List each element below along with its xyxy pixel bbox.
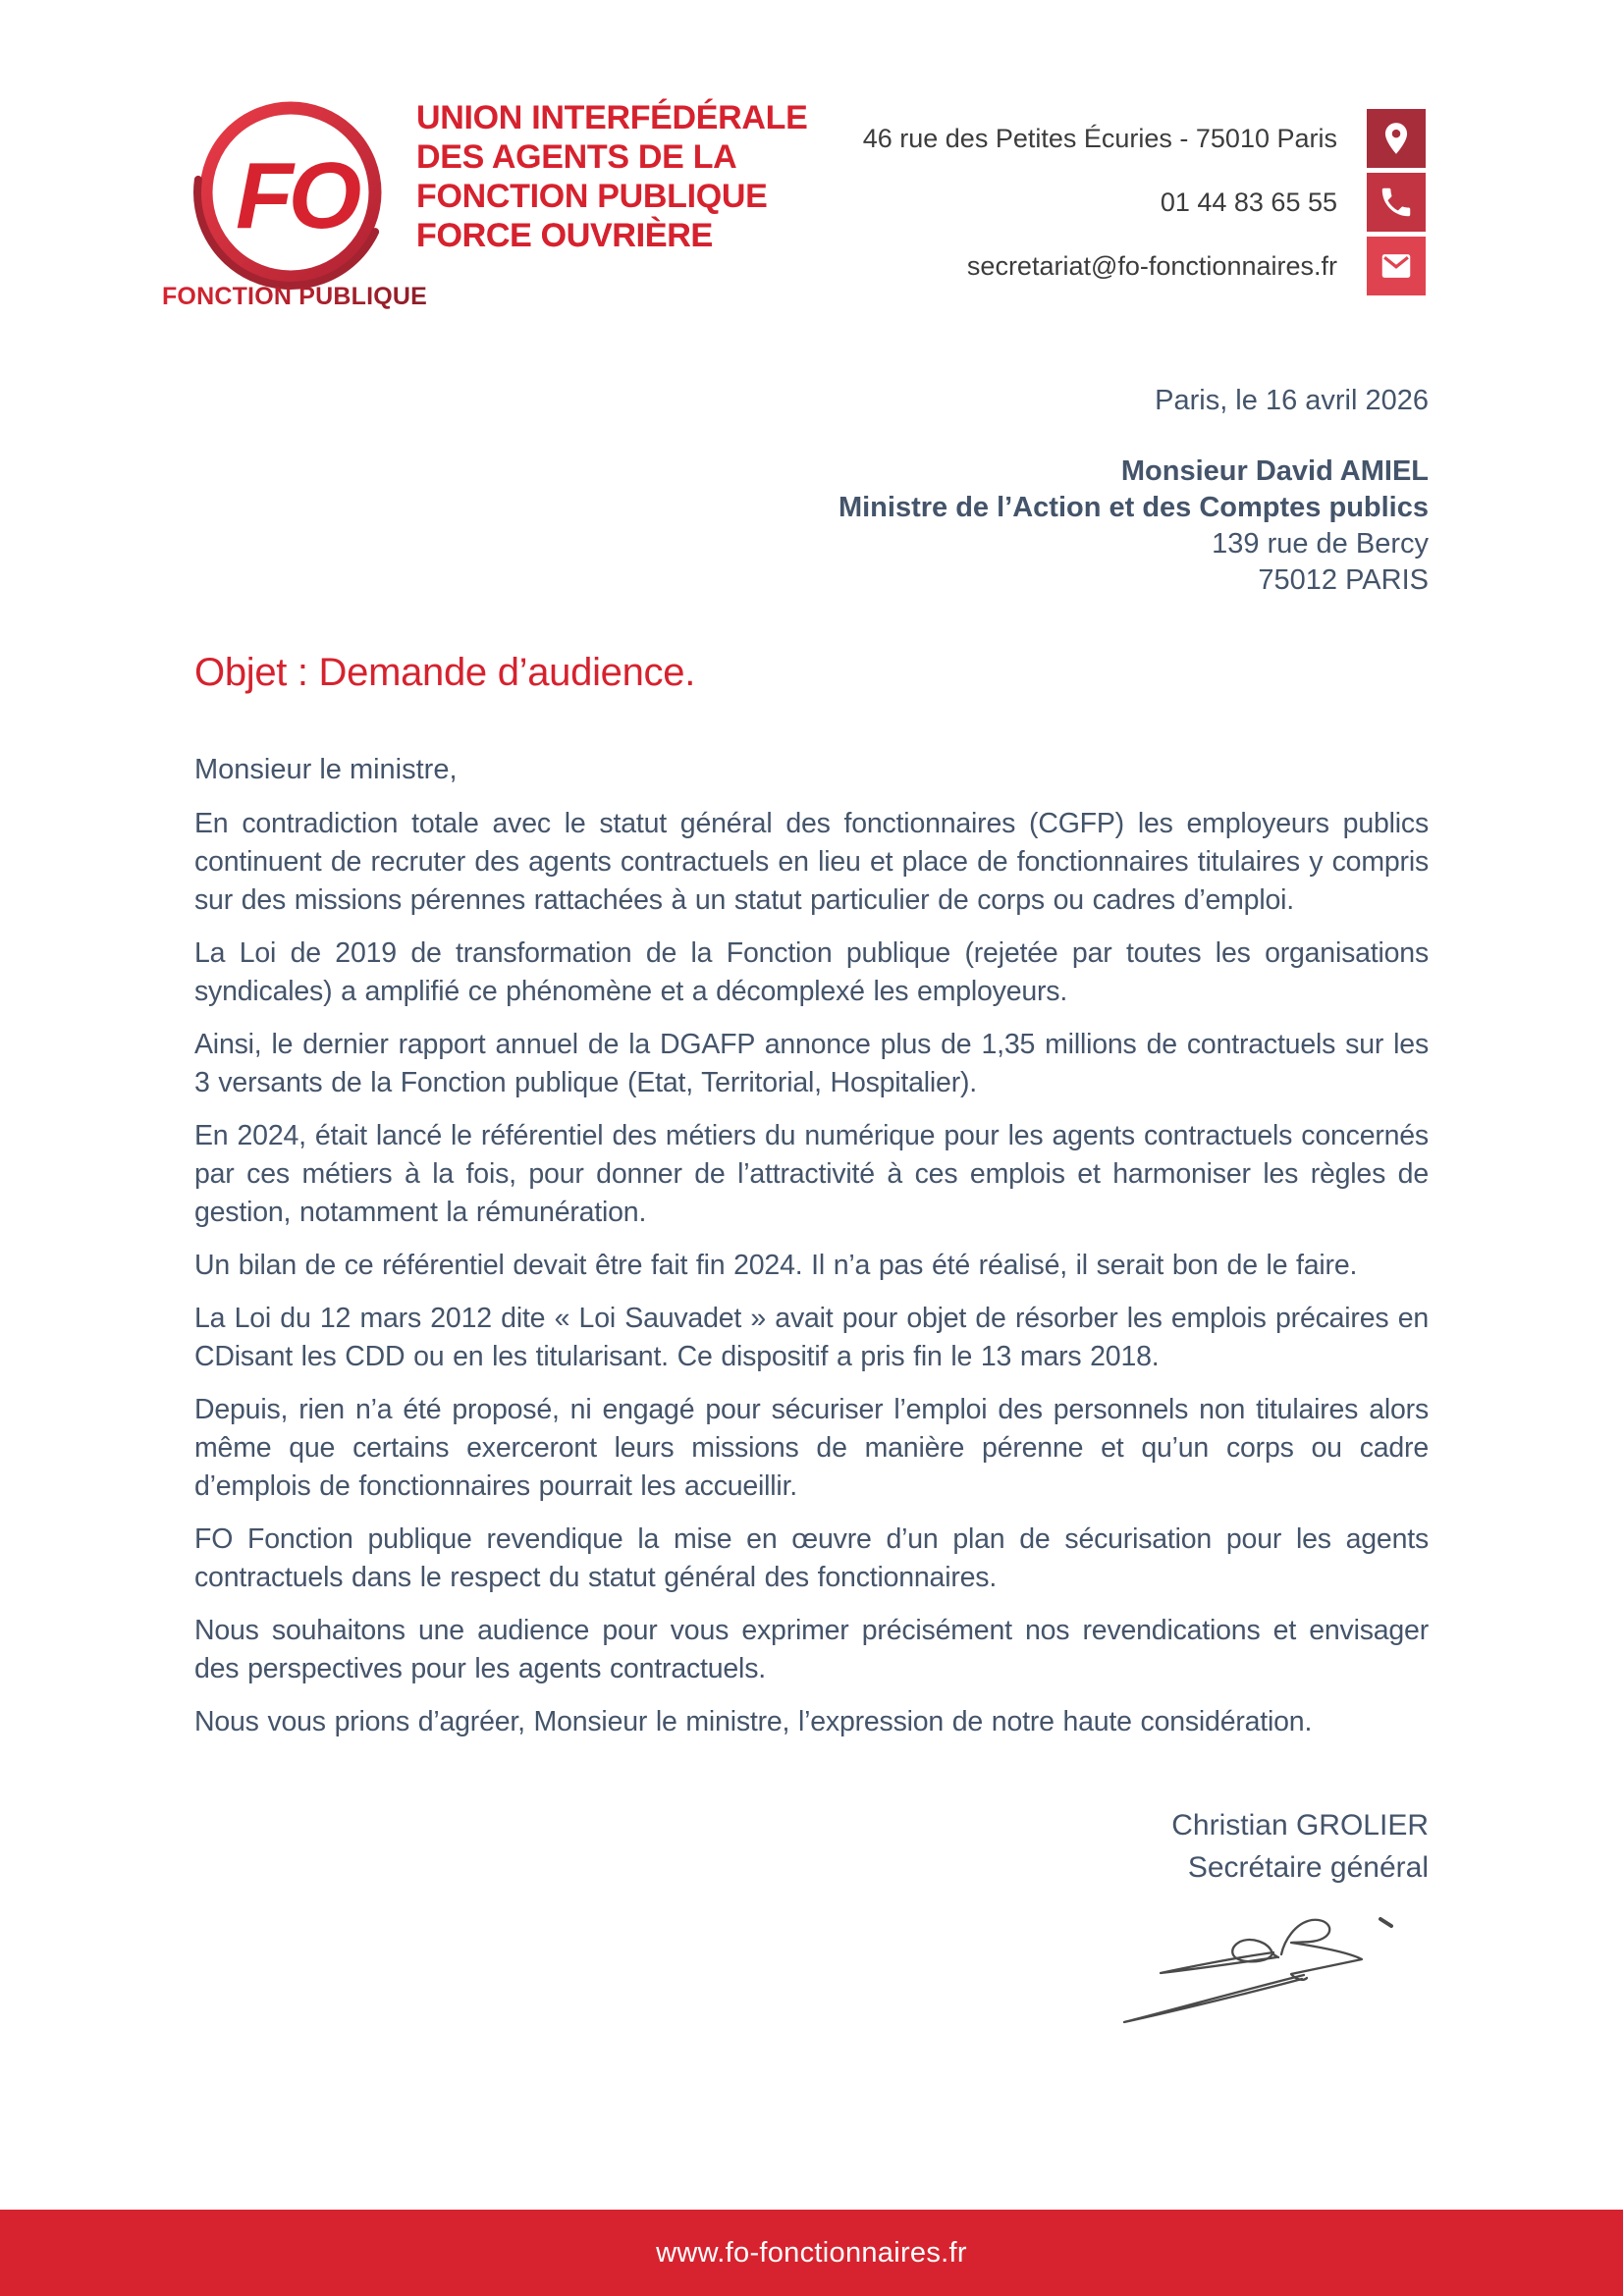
phone-icon (1367, 173, 1426, 232)
signatory-name: Christian GROLIER (1171, 1809, 1429, 1842)
logo-acronym: FO (236, 143, 357, 248)
address-text: 46 rue des Petites Écuries - 75010 Paris (862, 123, 1337, 153)
dateline: Paris, le 16 avril 2026 (1155, 385, 1429, 416)
location-pin-icon (1367, 109, 1426, 168)
org-name-line: DES AGENTS DE LA (416, 138, 737, 176)
org-name-line: FORCE OUVRIÈRE (416, 216, 808, 255)
phone-text: 01 44 83 65 55 (1160, 187, 1337, 217)
salutation: Monsieur le ministre, (194, 754, 458, 785)
letter-paragraph: Ainsi, le dernier rapport annuel de la DGAFP annonce plus de 1,35 millions de contractuels sur les 3 versants de la Fonction publique (Etat, Territorial, Hospitalier). (194, 1029, 1429, 1098)
contact-address-row (863, 109, 1426, 168)
letter-paragraph: FO Fonction publique revendique la mise en œuvre d’un plan de sécurisation pour les agents contractuels dans le respect du statut général des fonctionnaires. (194, 1523, 1429, 1593)
recipient-title: Ministre de l’Action et des Comptes publics (838, 492, 1429, 523)
letter-paragraph: Un bilan de ce référentiel devait être fait fin 2024. Il n’a pas été réalisé, il serait bon de le faire. (194, 1250, 1358, 1281)
letter-paragraph: La Loi du 12 mars 2012 dite « Loi Sauvadet » avait pour objet de résorber les emplois précaires en CDisant les CDD ou en les titularisant. Ce dispositif a pris fin le 13 mars 2018. (194, 1303, 1429, 1372)
mail-icon (1367, 237, 1426, 295)
signature-block (1171, 1804, 1429, 1889)
contact-email-row (863, 237, 1426, 295)
letter-paragraph: Depuis, rien n’a été proposé, ni engagé pour sécuriser l’emploi des personnels non titulaires alors même que certains exerceront leurs missions de manière pérenne et qu’un corps ou cadre d’emplois de fonctionnaires pourrait les accueillir. (194, 1394, 1429, 1502)
letter-paragraph: En contradiction totale avec le statut général des fonctionnaires (CGFP) les employeurs publics continuent de recruter des agents contractuels en lieu et place de fonctionnaires titulaires y compris sur des missions pérennes rattachées à un statut particulier de corps ou cadres d’emploi. (194, 808, 1429, 916)
footer-bar (0, 2210, 1623, 2296)
letter-paragraph: La Loi de 2019 de transformation de la Fonction publique (rejetée par toutes les organisations syndicales) a amplifié ce phénomène et a décomplexé les employeurs. (194, 937, 1429, 1007)
signatory-title: Secrétaire général (1187, 1851, 1429, 1884)
org-name-line: UNION INTERFÉDÉRALE (416, 99, 808, 136)
org-name (416, 98, 808, 255)
recipient-block (839, 454, 1429, 599)
subject-line: Objet : Demande d’audience. (194, 651, 696, 694)
footer-website-link[interactable]: www.fo-fonctionnaires.fr (656, 2236, 967, 2269)
logo-caption: FONCTION PUBLIQUE (147, 283, 442, 311)
letter-paragraph: Nous vous prions d’agréer, Monsieur le ministre, l’expression de notre haute considération. (194, 1706, 1313, 1737)
email-text[interactable]: secretariat@fo-fonctionnaires.fr (966, 250, 1337, 281)
fo-logo (192, 94, 389, 291)
contact-block (863, 109, 1426, 295)
letter-paragraph: Nous souhaitons une audience pour vous exprimer précisément nos revendications et envisager des perspectives pour les agents contractuels. (194, 1615, 1429, 1684)
contact-phone-row (863, 173, 1426, 232)
handwritten-signature (1080, 1893, 1473, 2059)
recipient-name: Monsieur David AMIEL (1120, 455, 1429, 487)
org-name-line: FONCTION PUBLIQUE (416, 178, 768, 215)
letter-body (194, 805, 1429, 1756)
recipient-city: 75012 PARIS (1258, 564, 1429, 596)
letter-paragraph: En 2024, était lancé le référentiel des métiers du numérique pour les agents contractuels concernés par ces métiers à la fois, pour donner de l’attractivité à ces emplois et harmoniser les règles de gestion, notamment la rémunération. (194, 1120, 1429, 1228)
recipient-street: 139 rue de Bercy (1212, 528, 1429, 560)
